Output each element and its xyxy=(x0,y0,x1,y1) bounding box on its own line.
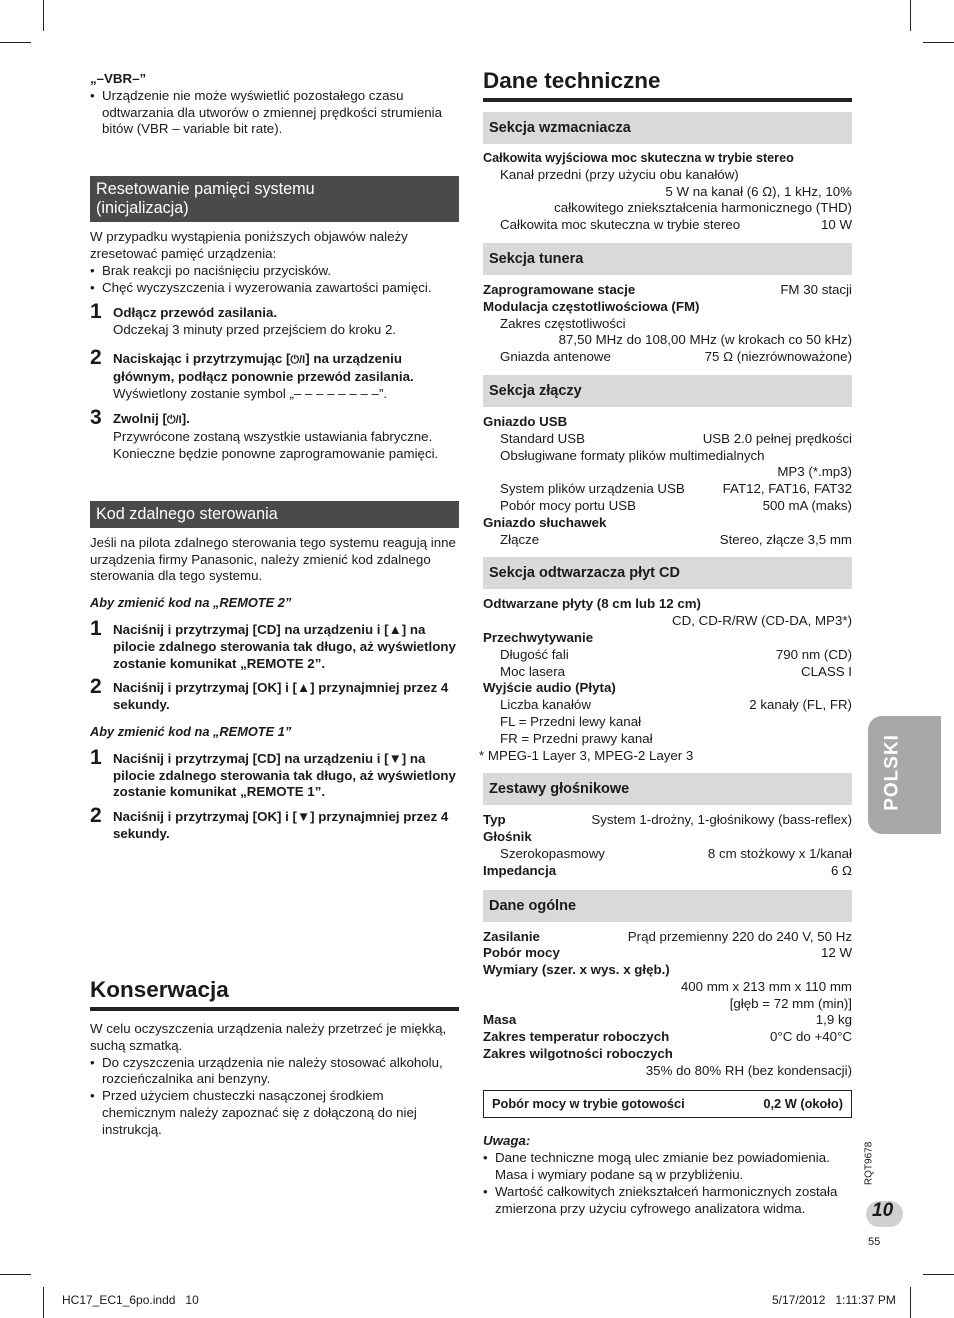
spec-label: Odtwarzane płyty (8 cm lub 12 cm) xyxy=(483,596,701,612)
spec-value: całkowitego zniekształcenia harmonicznego (THD) xyxy=(554,200,852,216)
step-instruction xyxy=(113,351,459,386)
spec-label: Zaprogramowane stacje xyxy=(483,281,636,297)
spec-value: 12 W xyxy=(820,945,852,961)
crop-mark xyxy=(43,1287,44,1318)
care-section xyxy=(90,977,459,1139)
remote-sub-2: Aby zmienić kod na „REMOTE 1” xyxy=(90,723,292,739)
spec-value: 0°C do +40°C xyxy=(770,1029,852,1045)
step-number: 3 xyxy=(90,406,102,430)
spec-value: MP3 (*.mp3) xyxy=(777,464,852,480)
standby-box xyxy=(483,1090,852,1119)
step-number: 2 xyxy=(90,345,102,369)
vbr-title: „–VBR–” xyxy=(90,71,147,86)
reset-intro: W przypadku wystąpienia poniższych objawów należy zresetować pamięć urządzenia: xyxy=(90,229,408,261)
step-instruction: Odłącz przewód zasilania. xyxy=(113,305,278,321)
spec-row xyxy=(483,532,852,549)
spec-label: Kanał przedni (przy użyciu obu kanałów) xyxy=(500,166,739,182)
standby-value: 0,2 W (około) xyxy=(763,1095,843,1111)
step-detail: Odczekaj 3 minuty przed przejściem do kroku 2. xyxy=(113,322,397,338)
spec-label: Przechwytywanie xyxy=(483,629,594,645)
spec-value: 75 Ω (niezrównoważone) xyxy=(704,349,852,365)
remote-sub-1: Aby zmienić kod na „REMOTE 2” xyxy=(90,595,292,611)
spec-label: Pobór mocy xyxy=(483,945,560,961)
spec-value: 5 W na kanał (6 Ω), 1 kHz, 10% xyxy=(665,183,852,199)
step-number: 2 xyxy=(90,804,102,828)
tuner-heading: Sekcja tunera xyxy=(483,243,852,275)
reset-step-1 xyxy=(90,300,459,339)
spec-label: Gniazda antenowe xyxy=(500,349,611,365)
reset-bullet: • Brak reakcji po naciśnięciu przycisków. xyxy=(90,263,459,280)
footer-file: HC17_EC1_6po.indd 10 xyxy=(62,1293,199,1307)
spec-row xyxy=(483,498,852,515)
step-number: 1 xyxy=(90,300,102,324)
amp-heading: Sekcja wzmacniacza xyxy=(483,112,852,144)
spec-footnote: * MPEG-1 Layer 3, MPEG-2 Layer 3 xyxy=(479,747,694,763)
care-heading: Konserwacja xyxy=(90,977,459,1011)
standby-label: Pobór mocy w trybie gotowości xyxy=(492,1095,685,1111)
reset-step-2 xyxy=(90,345,459,402)
spec-value: 1,9 kg xyxy=(815,1012,852,1028)
spec-label: Zakres temperatur roboczych xyxy=(483,1029,670,1045)
note-bullet: • Dane techniczne mogą ulec zmianie bez powiadomienia. Masa i wymiary podane są w przybliżeniu. xyxy=(483,1150,852,1184)
step-instruction: Naciśnij i przytrzymaj [OK] i [▲] przynajmniej przez 4 sekundy. xyxy=(113,680,449,713)
step-instruction: Naciśnij i przytrzymaj [CD] na urządzeniu i [▼] na pilocie zdalnego sterowania tak długo, aż wyświetlony zostanie komunikat „REMOTE 1”. xyxy=(113,750,456,800)
spec-row xyxy=(483,1012,852,1029)
crop-mark xyxy=(923,42,954,43)
spec-value: 8 cm stożkowy x 1/kanał xyxy=(707,845,852,861)
spec-label: Standard USB xyxy=(500,430,586,446)
spec-label: Zakres wilgotności roboczych xyxy=(483,1046,673,1062)
doc-code: RQT9678 xyxy=(863,1141,875,1186)
step-number: 2 xyxy=(90,675,102,699)
note-bullet: • Wartość całkowitych zniekształceń harmonicznych została zmierzona przy użyciu cyfrowego analizatora widma. xyxy=(483,1184,852,1218)
spec-label: Pobór mocy portu USB xyxy=(500,497,636,513)
spec-value: FAT12, FAT16, FAT32 xyxy=(722,481,852,497)
spec-label: Wyjście audio (Płyta) xyxy=(483,680,616,696)
spec-row xyxy=(483,349,852,366)
crop-mark xyxy=(43,0,44,31)
spec-value: System 1-drożny, 1-głośnikowy (bass-reflex) xyxy=(591,812,852,828)
spec-label: System plików urządzenia USB xyxy=(500,481,685,497)
step-detail: Wyświetlony zostanie symbol „– – – – – – – –”. xyxy=(113,385,388,401)
specs-heading: Dane techniczne xyxy=(483,68,852,102)
step-number: 1 xyxy=(90,745,102,769)
step-number: 1 xyxy=(90,616,102,640)
spec-row xyxy=(483,846,852,863)
spec-label: Impedancja xyxy=(483,862,557,878)
remote-heading: Kod zdalnego sterowania xyxy=(90,501,459,528)
spec-value: 10 W xyxy=(820,217,852,233)
care-bullet: • Przed użyciem chusteczki nasączonej środkiem chemicznym należy zapoznać się z dołączoną do niej instrukcją. xyxy=(90,1088,459,1138)
crop-mark xyxy=(923,1274,954,1275)
spec-row xyxy=(483,664,852,681)
language-tab xyxy=(868,716,941,834)
spec-value: 790 nm (CD) xyxy=(775,646,852,662)
spec-label: FR = Przedni prawy kanał xyxy=(500,730,653,746)
care-intro: W celu oczyszczenia urządzenia należy przetrzeć je miękką, suchą szmatką. xyxy=(90,1021,447,1053)
crop-mark xyxy=(910,0,911,31)
spec-value: [głęb = 72 mm (min)] xyxy=(729,995,852,1011)
step-text: Zwolnij [ xyxy=(113,411,167,427)
spec-label: FL = Przedni lewy kanał xyxy=(500,713,642,729)
spec-label: Zasilanie xyxy=(483,928,540,944)
footer-date: 5/17/2012 1:11:37 PM xyxy=(772,1293,896,1307)
vbr-bullet: • Urządzenie nie może wyświetlić pozostałego czasu odtwarzania dla utworów o zmiennej prędkości strumienia bitów (VBR – variable bit rate). xyxy=(90,88,459,138)
spec-label: Całkowita wyjściowa moc skuteczna w trybie stereo xyxy=(483,151,794,165)
spec-row xyxy=(483,481,852,498)
spec-row xyxy=(483,812,852,829)
spec-value: 400 mm x 213 mm x 110 mm xyxy=(680,978,852,994)
spec-label: Wymiary (szer. x wys. x głęb.) xyxy=(483,962,670,978)
spec-label: Typ xyxy=(483,812,506,828)
spec-label: Moc lasera xyxy=(500,663,566,679)
spec-value: USB 2.0 pełnej prędkości xyxy=(702,430,852,446)
spec-value: 87,50 MHz do 108,00 MHz (w krokach co 50 kHz) xyxy=(558,332,852,348)
page-number: 10 xyxy=(872,1200,894,1221)
spec-label: Gniazdo USB xyxy=(483,413,568,429)
spec-row xyxy=(483,647,852,664)
cd-heading: Sekcja odtwarzacza płyt CD xyxy=(483,557,852,589)
step-instruction: Naciśnij i przytrzymaj [OK] i [▼] przynajmniej przez 4 sekundy. xyxy=(113,809,449,841)
spec-value: Stereo, złącze 3,5 mm xyxy=(719,531,852,547)
spec-value: FM 30 stacji xyxy=(780,281,852,297)
remote-intro: Jeśli na pilota zdalnego sterowania tego systemu reagują inne urządzenia firmy Panasonic, należy zmienić kod zdalnego sterowania dla tego systemu. xyxy=(90,534,456,584)
spec-label: Gniazdo słuchawek xyxy=(483,514,607,530)
remote-step-1 xyxy=(90,616,459,672)
spec-label: Głośnik xyxy=(483,829,532,845)
step-detail: Przywrócone zostaną wszystkie ustawiania fabryczne. Konieczne będzie ponowne zaprogramowanie pamięci. xyxy=(113,429,439,461)
speaker-heading: Zestawy głośnikowe xyxy=(483,773,852,805)
spec-row xyxy=(483,431,852,448)
step-instruction xyxy=(113,411,459,429)
page-sub-number: 55 xyxy=(868,1236,881,1248)
spec-label: Długość fali xyxy=(500,646,569,662)
spec-row xyxy=(483,697,852,714)
spec-value: CD, CD-R/RW (CD-DA, MP3*) xyxy=(672,613,852,629)
power-standby-icon: ⏻/I xyxy=(166,414,182,427)
spec-value: 2 kanały (FL, FR) xyxy=(749,697,852,713)
power-standby-icon: ⏻/I xyxy=(290,353,306,366)
step-text: Naciskając i przytrzymując [ xyxy=(113,350,291,366)
reset-heading: Resetowanie pamięci systemu (inicjalizacja) xyxy=(90,176,459,222)
spec-value: CLASS I xyxy=(801,663,852,679)
reset-bullet: • Chęć wyczyszczenia i wyzerowania zawartości pamięci. xyxy=(90,280,459,297)
care-bullet: • Do czyszczenia urządzenia nie należy stosować alkoholu, rozcieńczalnika ani benzyny. xyxy=(90,1055,459,1089)
spec-label: Masa xyxy=(483,1012,517,1028)
language-tab-label: POLSKI xyxy=(881,734,903,811)
spec-label: Liczba kanałów xyxy=(500,697,591,713)
step-instruction: Naciśnij i przytrzymaj [CD] na urządzeniu i [▲] na pilocie zdalnego sterowania tak długo, aż wyświetlony zostanie komunikat „REMOTE 2”. xyxy=(113,621,456,671)
remote-step-2 xyxy=(90,675,459,714)
crop-mark xyxy=(0,42,31,43)
spec-row xyxy=(483,217,852,234)
conn-heading: Sekcja złączy xyxy=(483,375,852,407)
step-text: ] na urządzeniu głównym, podłącz ponownie przewód zasilania. xyxy=(113,350,414,384)
spec-row xyxy=(483,929,852,946)
right-column xyxy=(479,68,852,1217)
spec-label: Szerokopasmowy xyxy=(500,845,605,861)
spec-value: 6 Ω xyxy=(830,862,852,878)
spec-row xyxy=(483,1029,852,1046)
spec-label: Modulacja częstotliwościowa (FM) xyxy=(483,298,700,314)
reset-step-3 xyxy=(90,406,459,462)
crop-mark xyxy=(0,1274,31,1275)
spec-value: 35% do 80% RH (bez kondensacji) xyxy=(645,1062,852,1078)
spec-row xyxy=(483,863,852,880)
spec-row xyxy=(483,282,852,299)
spec-label: Złącze xyxy=(500,531,540,547)
step-text: ]. xyxy=(181,411,190,427)
left-column xyxy=(90,71,459,843)
spec-row xyxy=(483,945,852,962)
spec-label: Zakres częstotliwości xyxy=(500,315,626,331)
spec-value: Prąd przemienny 220 do 240 V, 50 Hz xyxy=(627,928,852,944)
remote-step-1b xyxy=(90,745,459,801)
note-title: Uwaga: xyxy=(483,1133,531,1149)
spec-label: Obsługiwane formaty plików multimedialnych xyxy=(500,447,765,463)
remote-step-2b xyxy=(90,804,459,843)
spec-label: Całkowita moc skuteczna w trybie stereo xyxy=(500,217,741,233)
general-heading: Dane ogólne xyxy=(483,890,852,922)
crop-mark xyxy=(910,1287,911,1318)
spec-value: 500 mA (maks) xyxy=(762,497,852,513)
